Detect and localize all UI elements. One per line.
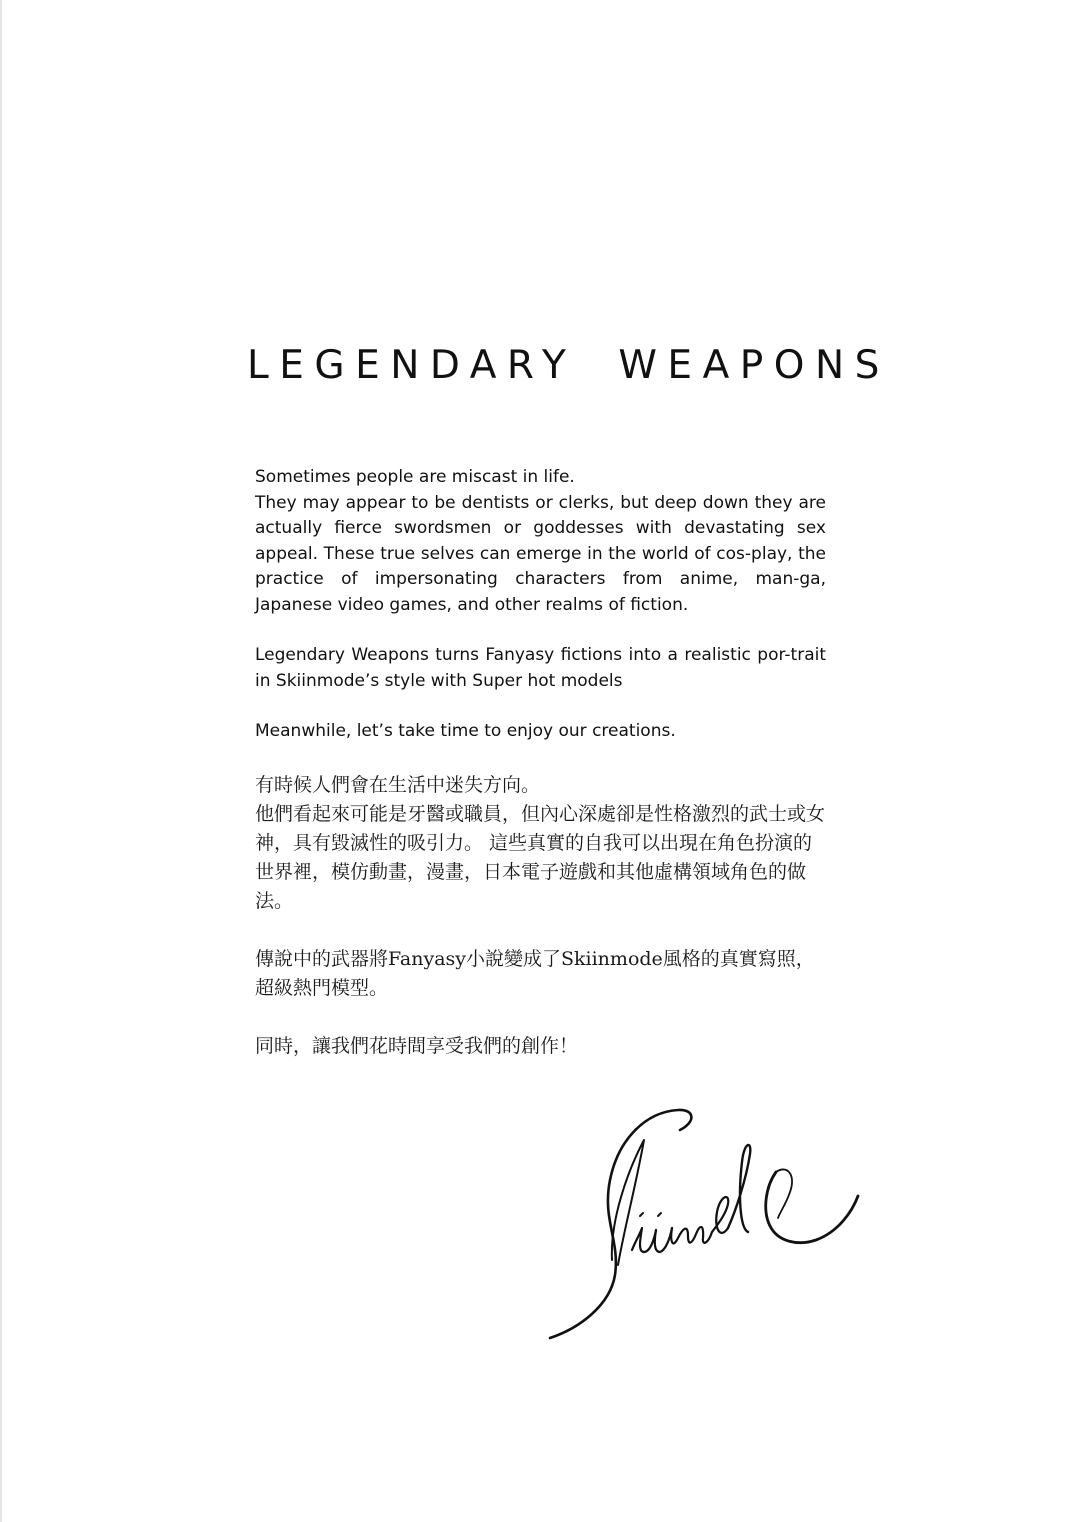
chinese-paragraph-3: 同時，讓我們花時間享受我們的創作！ xyxy=(255,1035,579,1057)
title-word-2: WEAPONS xyxy=(618,343,890,388)
chinese-paragraph-1 xyxy=(255,771,830,916)
chinese-paragraph-1-body: 他們看起來可能是牙醫或職員，但內心深處卻是性格激烈的武士或女神，具有毀滅性的吸引力。 這些真實的自我可以出現在角色扮演的世界裡，模仿動畫，漫畫，日本電子遊戲和其他虛構領域角色的做法。 xyxy=(255,803,826,912)
english-paragraph-3: Meanwhile, let’s take time to enjoy our creations. xyxy=(255,721,676,741)
chinese-text xyxy=(255,771,830,1090)
chinese-paragraph-1-line-1: 有時候人們會在生活中迷失方向。 xyxy=(255,774,541,796)
title-word-1: LEGENDARY xyxy=(247,343,577,388)
english-paragraph-1-body: They may appear to be dentists or clerks, but deep down they are actually fierce swordsmen or goddesses with devastating sex appeal. These true selves can emerge in the world of cos-play, the practice of impersonating characters from anime, man-ga, Japanese video games, and other realms of fiction. xyxy=(255,492,826,615)
english-paragraph-1 xyxy=(255,465,826,618)
english-text xyxy=(255,465,826,770)
page-edge xyxy=(0,0,2,1522)
chinese-paragraph-2: 傳說中的武器將Fanyasy小說變成了Skiinmode風格的真實寫照，超級熱門模型。 xyxy=(255,948,815,999)
english-paragraph-2: Legendary Weapons turns Fanyasy fictions into a realistic por-trait in Skiinmode’s style with Super hot models xyxy=(255,645,826,691)
english-paragraph-1-line-1: Sometimes people are miscast in life. xyxy=(255,467,575,487)
signature xyxy=(540,1100,870,1350)
page-title xyxy=(247,343,890,390)
